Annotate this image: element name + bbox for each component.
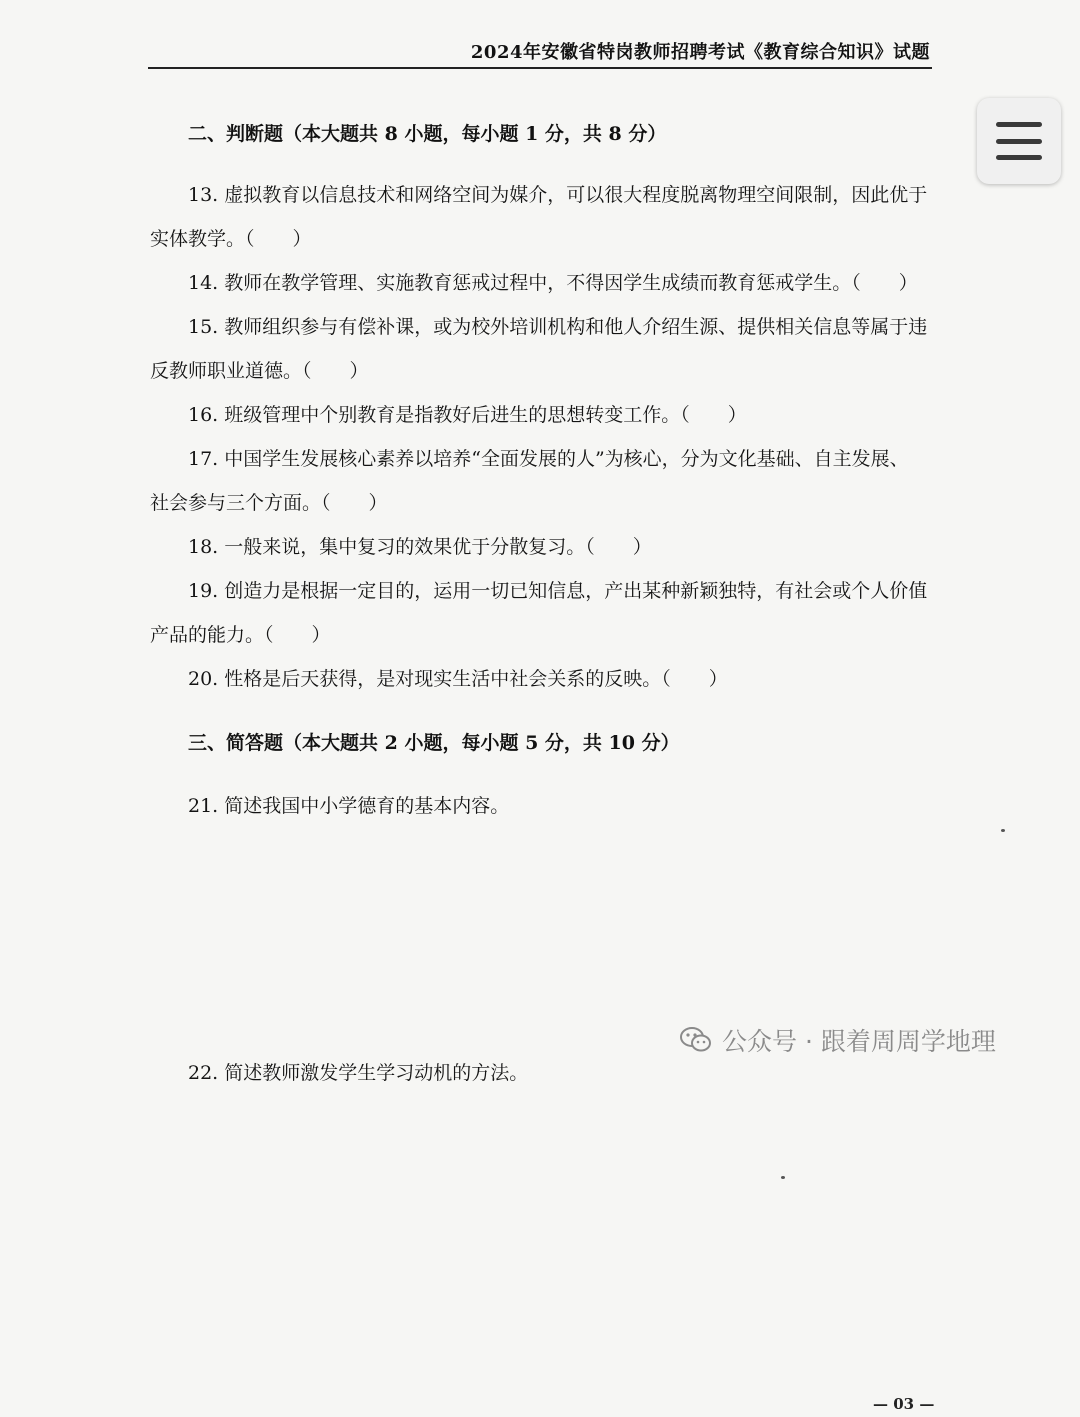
question-14: 14. 教师在教学管理、实施教育惩戒过程中，不得因学生成绩而教育惩戒学生。（ ）: [188, 272, 918, 294]
question-13-line-2: 实体教学。（ ）: [150, 228, 312, 250]
watermark-text: 公众号 · 跟着周周学地理: [722, 1027, 996, 1056]
question-15-line-1: 15. 教师组织参与有偿补课，或为校外培训机构和他人介绍生源、提供相关信息等属于违: [188, 316, 928, 338]
scan-speck: [781, 1176, 785, 1179]
scan-speck: [1001, 829, 1005, 832]
question-22: 22. 简述教师激发学生学习动机的方法。: [188, 1062, 529, 1084]
question-17-line-1: 17. 中国学生发展核心素养以培养“全面发展的人”为核心，分为文化基础、自主发展、: [188, 448, 909, 470]
wechat-icon: [680, 1026, 712, 1054]
question-19-line-2: 产品的能力。（ ）: [150, 624, 331, 646]
header-divider: [148, 67, 932, 69]
page-number: — 03 —: [873, 1395, 935, 1413]
question-15-line-2: 反教师职业道德。（ ）: [150, 360, 369, 382]
question-20: 20. 性格是后天获得，是对现实生活中社会关系的反映。（ ）: [188, 668, 728, 690]
section-short-answer-title: 三、简答题（本大题共 2 小题，每小题 5 分，共 10 分）: [188, 732, 680, 754]
question-21: 21. 简述我国中小学德育的基本内容。: [188, 795, 510, 817]
hamburger-menu-icon: [996, 122, 1042, 160]
watermark: [680, 1022, 996, 1058]
section-judgment-title: 二、判断题（本大题共 8 小题，每小题 1 分，共 8 分）: [188, 123, 667, 145]
exam-header-title: 2024年安徽省特岗教师招聘考试《教育综合知识》试题: [470, 42, 930, 63]
question-19-line-1: 19. 创造力是根据一定目的，运用一切已知信息，产出某种新颖独特，有社会或个人价值: [188, 580, 928, 602]
question-16: 16. 班级管理中个别教育是指教好后进生的思想转变工作。（ ）: [188, 404, 747, 426]
question-18: 18. 一般来说，集中复习的效果优于分散复习。（ ）: [188, 536, 652, 558]
menu-button[interactable]: [977, 98, 1061, 184]
question-13-line-1: 13. 虚拟教育以信息技术和网络空间为媒介，可以很大程度脱离物理空间限制，因此优于: [188, 184, 928, 206]
question-17-line-2: 社会参与三个方面。（ ）: [150, 492, 388, 514]
